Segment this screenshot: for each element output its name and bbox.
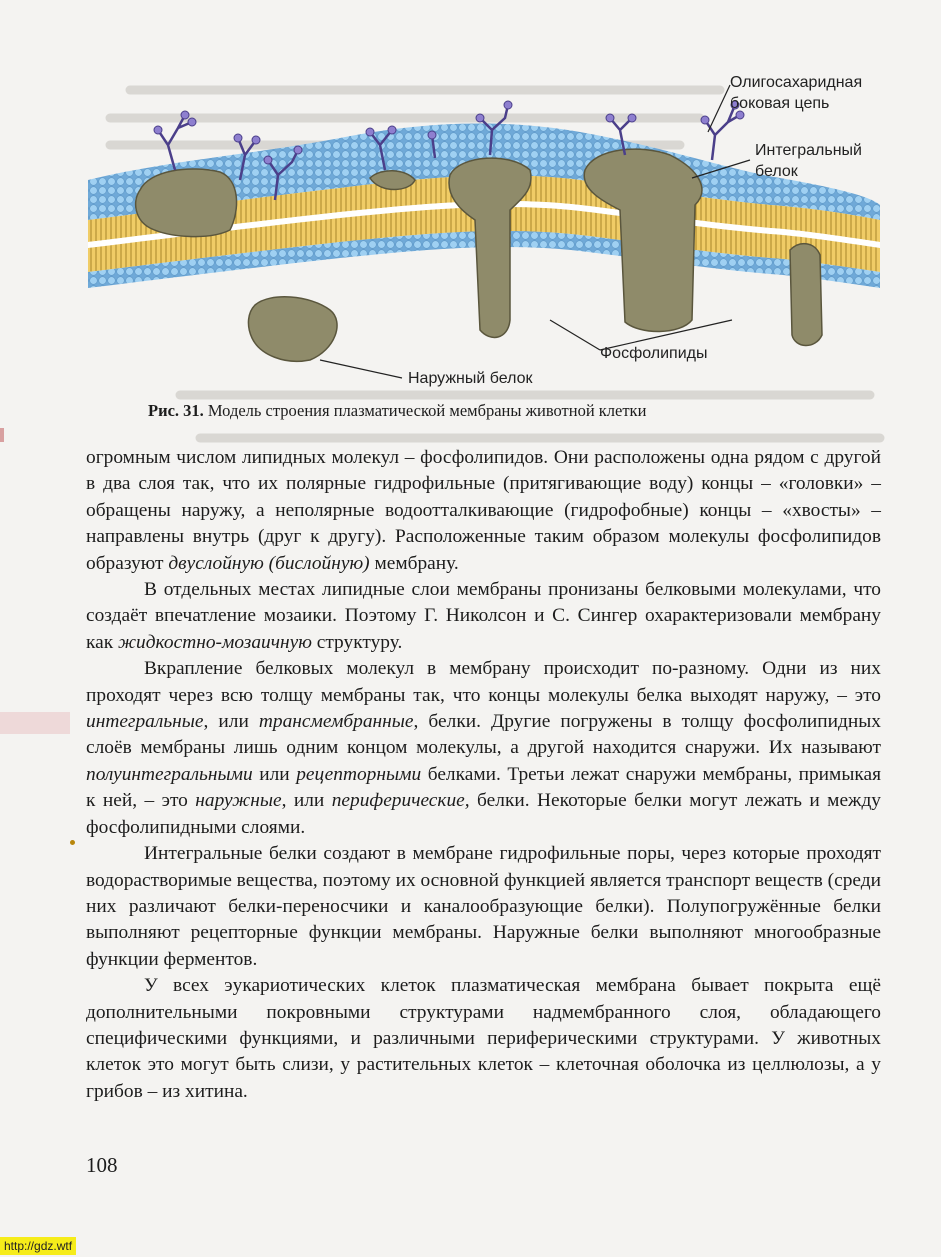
figure-number: Рис. 31.: [148, 401, 204, 420]
page-number: 108: [86, 1153, 118, 1177]
label-phospholipids: Фосфолипиды: [600, 345, 708, 362]
paragraph: [86, 577, 881, 656]
text-run: огромным числом липидных молекул – фосфолипидов. Они расположены одна рядом с другой в два слоя так, что их полярные гидрофильные (притягивающие воду) концы – «головки» – обращены наружу, а неполярные водоотталкивающие (гидрофобные) концы – «хвосты» – направлены внутрь (друг к другу). Расположенные таким образом молекулы фосфолипидов образуют: [86, 447, 881, 574]
watermark: http://gdz.wtf: [0, 1237, 76, 1255]
label-integral-protein: Интегральный белок: [755, 142, 862, 180]
label-outer-protein: Наружный белок: [408, 370, 533, 387]
italic-term: двуслойную (бислойную): [168, 552, 370, 574]
italic-term: интегральные: [86, 711, 204, 733]
figure-caption-text: Модель строения плазматической мембраны животной клетки: [203, 401, 647, 420]
receptor-protein-left: [136, 169, 237, 237]
figure-caption: [148, 401, 646, 421]
italic-term: периферические,: [331, 790, 470, 812]
text-run: или: [252, 763, 297, 785]
membrane-figure: [80, 60, 910, 400]
text-run: белками. Третьи лежат снаружи мембраны, примыкая к ней, – это: [86, 763, 881, 812]
paragraph: [86, 656, 881, 841]
text-run: , или: [281, 790, 332, 812]
text-run: структуру.: [311, 631, 403, 653]
text-run: белки. Некоторые белки могут лежать и между фосфолипидными слоями.: [86, 790, 882, 838]
margin-dot: [70, 840, 75, 845]
body-text: [86, 445, 881, 1105]
integral-protein-far-right: [790, 244, 822, 346]
italic-term: наружные: [195, 790, 282, 812]
outer-protein-bottom: [248, 297, 337, 362]
text-run: , или: [203, 711, 259, 733]
text-run: В отдельных местах липидные слои мембраны пронизаны белковыми молекулами, что создаёт впечатление мозаики. Поэтому Г. Николсон и С. Сингер охарактеризовали мембрану как: [86, 579, 881, 653]
text-run: Вкрапление белковых молекул в мембрану происходит по-разному. Одни из них проходят через всю толщу мембраны так, что концы молекулы белка выходят наружу, – это: [86, 658, 881, 706]
text-run: , белки. Другие погружены в толщу фосфолипидных слоёв мембраны лишь одним концом молекулы, а другой находится снаружи. Их называют: [86, 711, 881, 759]
text-run: Интегральные белки создают в мембране гидрофильные поры, через которые проходят водорастворимые вещества, поэтому их основной функцией является транспорт веществ (среди них различают белки-переносчики и каналообразующие белки). Полупогружённые белки выполняют рецепторные функции мембраны. Наружные белки выполняют многообразные функции ферментов.: [86, 843, 882, 970]
italic-term: рецепторными: [296, 763, 422, 785]
italic-term: полуинтегральными: [86, 763, 253, 785]
label-oligosaccharide: Олигосахаридная боковая цепь: [730, 74, 863, 112]
paragraph: [86, 841, 881, 973]
italic-term: трансмембранные: [258, 711, 414, 733]
text-run: У всех эукариотических клеток плазматическая мембрана бывает покрыта ещё дополнительными покровными структурами надмембранного слоя, обладающего специфическими функциями, и различными периферическими структурами. У животных клеток это могут быть слизи, у растительных клеток – клеточная оболочка из целлюлозы, а у грибов – из хитина.: [86, 975, 881, 1102]
italic-term: жидкостно-мозаичную: [118, 631, 312, 653]
paragraph: [86, 445, 881, 577]
text-run: мембрану.: [369, 552, 459, 574]
paragraph: [86, 973, 881, 1105]
